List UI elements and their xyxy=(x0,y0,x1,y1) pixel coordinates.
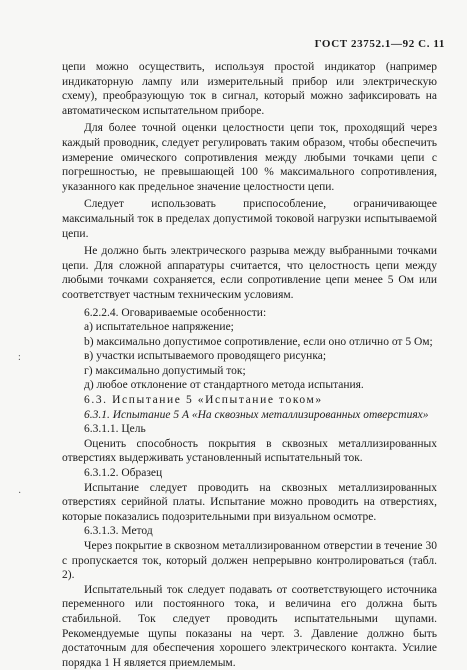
paragraph: Следует использовать приспособление, ограничивающее максимальный ток в пределах допустимой токовой нагрузки испытываемой цепи. xyxy=(62,198,437,240)
paragraph: г) максимально допустимый ток; xyxy=(84,364,246,377)
paragraph: а) испытательное напряжение; xyxy=(84,321,234,334)
paragraph: 6.3.1.2. Образец xyxy=(84,467,163,480)
paragraph: Испытательный ток следует подавать от соответствующего источника переменного или постоянного тока, и величина его должна быть стабильной. Ток следует проводить испытательными щупами. Рекомендуемые щупы показаны на черт. 3. Давление должно быть достаточным для обеспечения хорошего электрического контакта. Усилие порядка 1 Н является приемлемым. xyxy=(62,583,437,669)
paragraph: Через покрытие в сквозном металлизированном отверстии в течение 30 с пропускается ток, который должен непрерывно контролироваться (табл. 2). xyxy=(62,540,437,582)
body-text xyxy=(62,60,437,670)
paragraph: Оценить способность покрытия в сквозных металлизированных отверстиях выдерживать установленный испытательный ток. xyxy=(62,437,437,465)
paragraph: цепи можно осуществить, используя простой индикатор (например индикаторную лампу или измерительный прибор или электрическую схему), преобразующую ток в сигнал, который можно зафиксировать на автоматическом испытательном приборе. xyxy=(62,61,437,117)
paragraph: 6.3.1. Испытание 5 А «На сквозных металлизированных отверстиях» xyxy=(84,408,429,421)
paragraph: д) любое отклонение от стандартного метода испытания. xyxy=(84,379,364,392)
paragraph: b) максимально допустимое сопротивление, если оно отлично от 5 Ом; xyxy=(84,335,433,348)
paragraph: 6.2.2.4. Оговариваемые особенности: xyxy=(84,306,267,319)
paragraph: Не должно быть электрического разрыва между выбранными точками цепи. Для сложной аппаратуры считается, что целостность цепи между любыми точками сохраняется, если сопротивление цепи менее 5 Ом или соответствует частным техническим условиям. xyxy=(62,245,437,301)
margin-mark: : xyxy=(18,352,21,363)
paragraph: 6.3.1.1. Цель xyxy=(84,423,146,436)
paragraph: Для более точной оценки целостности цепи ток, проходящий через каждый проводник, следует регулировать таким образом, чтобы обеспечить измерение омического сопротивления между любыми точками цепи с погрешностью, не превышающей 100 % максимального сопротивления, указанного как предельное значение целостности цепи. xyxy=(62,122,437,193)
margin-mark: · xyxy=(18,488,22,499)
paragraph: в) участки испытываемого проводящего рисунка; xyxy=(84,350,327,363)
paragraph: 6.3.1.3. Метод xyxy=(84,525,153,538)
paragraph: 6.3. Испытание 5 «Испытание током» xyxy=(84,394,323,407)
paragraph: Испытание следует проводить на сквозных металлизированных отверстиях серийной платы. Испытание можно проводить на отверстиях, которые показались подозрительными при визуальном осмотре. xyxy=(62,481,437,523)
page-header: ГОСТ 23752.1—92 С. 11 xyxy=(314,38,445,50)
